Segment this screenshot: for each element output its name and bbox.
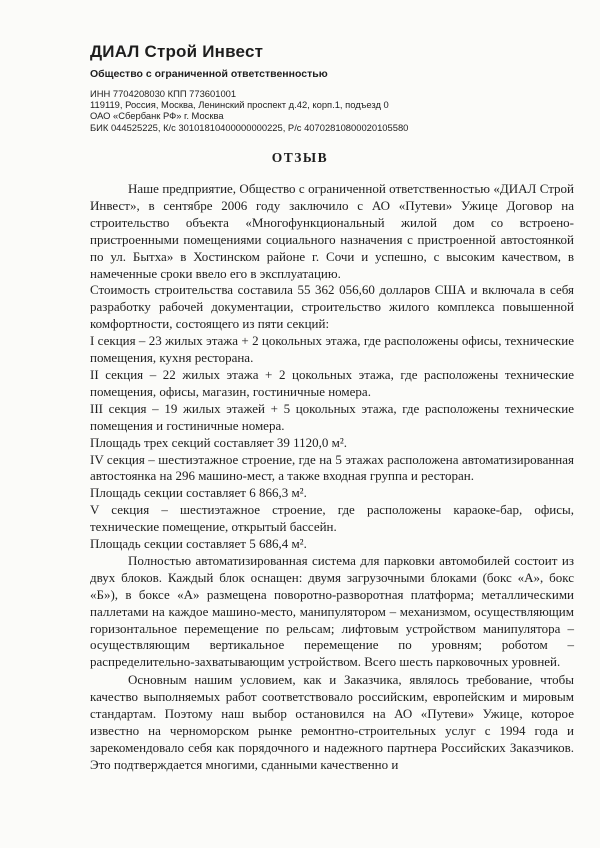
paragraph-section-5: V секция – шестиэтажное строение, где расположены караоке-бар, офисы, технические помещение, открытый бассейн.: [90, 502, 574, 535]
paragraph-area-three-sections: Площадь трех секций составляет 39 1120,0 м².: [90, 434, 348, 450]
document-title: ОТЗЫВ: [271, 150, 329, 165]
company-name: ДИАЛ Строй Инвест: [90, 42, 264, 61]
paragraph-contractor-choice: Основным нашим условием, как и Заказчика, являлось требование, чтобы качество выполняемых работ соответствовало российским, европейским и мировым стандартам. Поэтому наш выбор остановился на АО «Путеви» Ужице, которое известно на черноморском рынке ремонтно-строительных услуг с 1994 года и зарекомендовало себя как порядочного и надежного партнера Российских Заказчиков. Это подтверждается многими, сданными качественно и: [90, 672, 574, 772]
paragraph-parking-system: Полностью автоматизированная система для парковки автомобилей состоит из двух блоков. Каждый блок оснащен: двумя загрузочными блоками (бокс «А», бокс «Б»), в боксе «А» размещена поворотно-разворотная платформа; металлическими паллетами на каждое машино-место, манипулятором – механизмом, осуществляющим горизонтальное перемещение по рельсам; лифтовым устройством манипулятора – осуществляющим вертикальное перемещение по уровням; роботом – распределительно-захватывающим устройством. Всего шесть парковочных уровней.: [90, 552, 574, 670]
letter-body: [90, 181, 574, 774]
paragraph-intro: Наше предприятие, Общество с ограниченной ответственностью «ДИАЛ Строй Инвест», в сентябре 2006 году заключило с АО «Путеви» Ужице Договор на строительство объекта «Многофункциональный жилой дом со встроено-пристроенными помещениями социального назначения с пристроенной автостоянкой по ул. Бытха» в Хостинском районе г. Сочи и успешно, с высоким качеством, в намеченные сроки ввело его в эксплуатацию.: [90, 181, 574, 281]
paragraph-section-1: I секция – 23 жилых этажа + 2 цокольных этажа, где расположены офисы, технические помещения, кухня ресторана.: [90, 333, 574, 366]
requisites-address: 119119, Россия, Москва, Ленинский проспект д.42, корп.1, подъезд 0: [90, 99, 389, 111]
paragraph-section-2: II секция – 22 жилых этажа + 2 цокольных этажа, где расположены технические помещения, офисы, магазин, гостиничные номера.: [90, 366, 574, 399]
company-requisites: [90, 88, 560, 133]
company-type: Общество с ограниченной ответственностью: [90, 68, 328, 80]
letterhead: [90, 42, 570, 81]
paragraph-cost: Стоимость строительства составила 55 362 056,60 долларов США и включала в себя разработку рабочей документации, строительство жилого комплекса повышенной комфортности, состоящего из пяти секций:: [90, 282, 574, 332]
paragraph-area-section-5: Площадь секции составляет 5 686,4 м².: [90, 536, 307, 552]
paragraph-section-3: III секция – 19 жилых этажей + 5 цокольных этажа, где расположены технические помещения и гостиничные номера.: [90, 400, 574, 433]
paragraph-section-4: IV секция – шестиэтажное строение, где на 5 этажах расположена автоматизированная автостоянка на 296 машино-мест, а также входная группа и ресторан.: [90, 451, 574, 484]
requisites-inn: ИНН 7704208030 КПП 773601001: [90, 88, 237, 99]
requisites-bank: ОАО «Сбербанк РФ» г. Москва: [90, 110, 224, 122]
paragraph-area-section-4: Площадь секции составляет 6 866,3 м².: [90, 485, 307, 501]
requisites-accounts: БИК 044525225, К/с 30101810400000000225, Р/с 40702810800020105580: [90, 121, 409, 133]
